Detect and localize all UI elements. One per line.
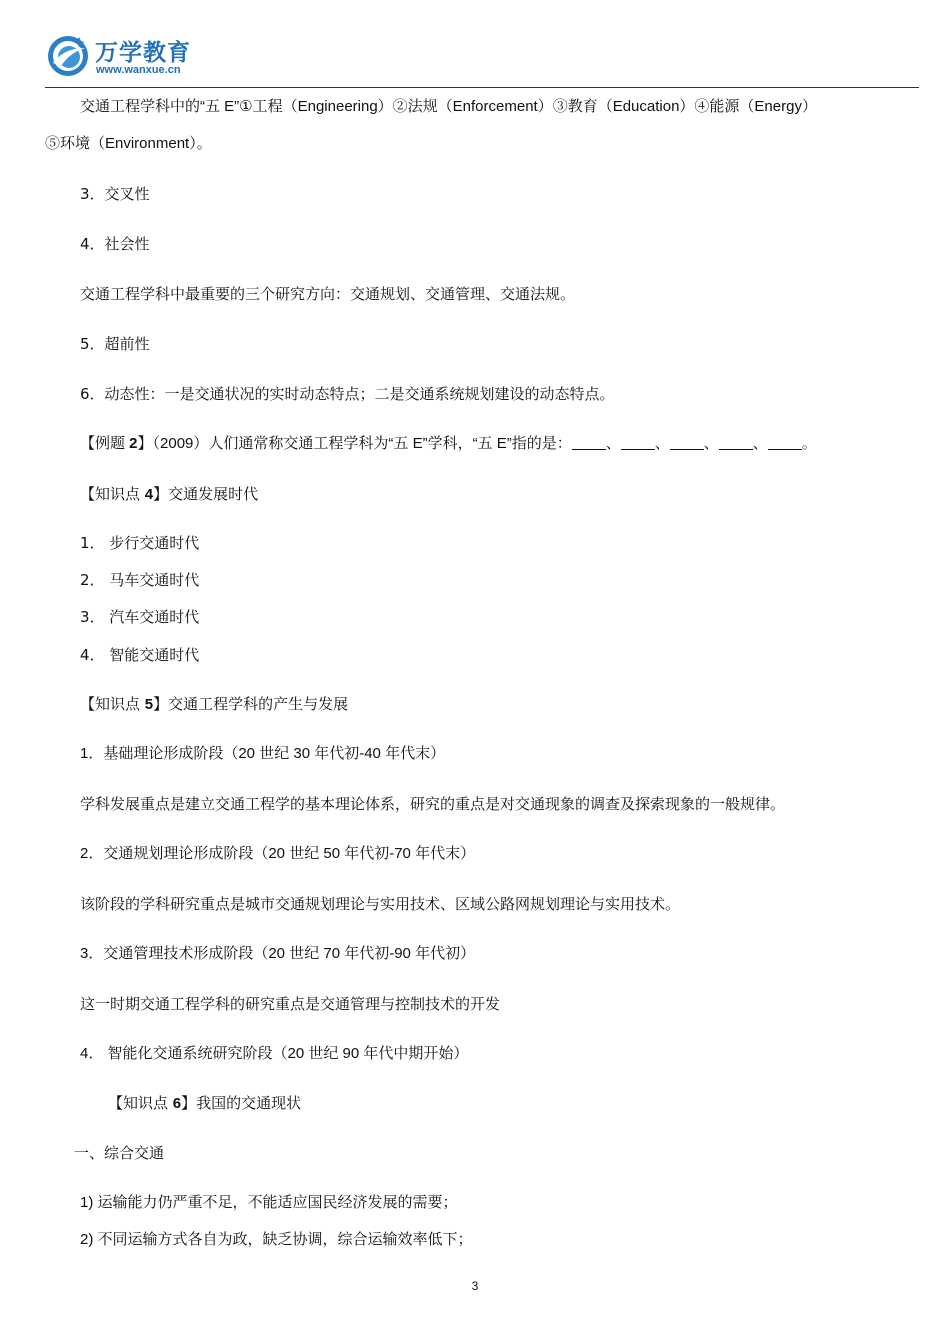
item-social: 4．社会性 <box>80 235 150 253</box>
page-header <box>45 28 917 88</box>
kp-title: 交通工程学科的产生与发展 <box>168 695 349 713</box>
example-text: （2009）人们通常称交通工程学科为“五 E”学科，“五 E”指的是： <box>152 435 572 452</box>
five-e-paragraph-line2: ⑤环境（Environment）。 <box>45 135 212 152</box>
kp-number: 4 <box>144 486 154 503</box>
kp-open: 【知识点 <box>108 1094 173 1112</box>
kp-close: 】 <box>181 1094 197 1112</box>
example-close: 】 <box>137 435 153 452</box>
kp-title: 我国的交通现状 <box>196 1094 302 1112</box>
answer-blank[interactable] <box>621 435 655 450</box>
logo-title: 万学教育 <box>95 40 191 66</box>
stage-2-description: 该阶段的学科研究重点是城市交通规划理论与实用技术、区域公路网规划理论与实用技术。 <box>80 895 681 913</box>
kp-number: 6 <box>172 1095 182 1112</box>
stage-2: 2．交通规划理论形成阶段（20 世纪 50 年代初-70 年代末） <box>80 845 476 862</box>
answer-blank[interactable] <box>719 435 753 450</box>
five-e-paragraph-line1: 交通工程学科中的“五 E”①工程（Engineering）②法规（Enforcement）③教育（Education）④能源（Energy） <box>80 98 817 115</box>
answer-blank[interactable] <box>572 435 606 450</box>
stage-1: 1．基础理论形成阶段（20 世纪 30 年代初-40 年代末） <box>80 745 446 762</box>
item-dynamic: 6．动态性：一是交通状况的实时动态特点；二是交通系统规划建设的动态特点。 <box>80 385 615 403</box>
example-number: 2 <box>129 435 138 452</box>
separator: 、 <box>605 435 621 452</box>
era-carriage: 2． 马车交通时代 <box>80 571 200 589</box>
stage-4: 4． 智能化交通系统研究阶段（20 世纪 90 年代中期开始） <box>80 1045 469 1062</box>
kp-title: 交通发展时代 <box>168 485 259 503</box>
kp-open: 【知识点 <box>80 695 145 713</box>
separator: 、 <box>703 435 719 452</box>
item-crossover: 3．交叉性 <box>80 185 150 203</box>
example-end: 。 <box>801 435 817 452</box>
wanxue-logo-icon <box>45 32 91 78</box>
issue-item-1: 1) 运输能力仍严重不足，不能适应国民经济发展的需要； <box>80 1194 458 1211</box>
item-forward-looking: 5．超前性 <box>80 335 150 353</box>
era-automobile: 3． 汽车交通时代 <box>80 608 200 626</box>
issue-item-2: 2) 不同运输方式各自为政，缺乏协调，综合运输效率低下； <box>80 1231 473 1248</box>
knowledge-point-4-heading <box>80 484 258 505</box>
kp-open: 【知识点 <box>80 485 145 503</box>
research-directions-paragraph: 交通工程学科中最重要的三个研究方向：交通规划、交通管理、交通法规。 <box>80 285 576 303</box>
era-intelligent: 4． 智能交通时代 <box>80 646 200 664</box>
stage-3: 3．交通管理技术形成阶段（20 世纪 70 年代初-90 年代初） <box>80 945 476 962</box>
logo-url: www.wanxue.cn <box>96 64 181 76</box>
answer-blank[interactable] <box>670 435 704 450</box>
separator: 、 <box>654 435 670 452</box>
stage-1-description: 学科发展重点是建立交通工程学的基本理论体系，研究的重点是对交通现象的调查及探索现象的一般规律。 <box>80 795 786 813</box>
section-comprehensive-transport: 一、综合交通 <box>74 1144 165 1162</box>
stage-3-description: 这一时期交通工程学科的研究重点是交通管理与控制技术的开发 <box>80 995 501 1013</box>
example-open: 【例题 <box>80 435 130 452</box>
knowledge-point-6-heading <box>108 1093 301 1114</box>
answer-blank[interactable] <box>768 435 802 450</box>
era-walking: 1． 步行交通时代 <box>80 534 200 552</box>
kp-close: 】 <box>153 485 169 503</box>
separator: 、 <box>752 435 768 452</box>
knowledge-point-5-heading <box>80 694 348 715</box>
header-divider <box>45 87 919 88</box>
kp-close: 】 <box>153 695 169 713</box>
page-number: 3 <box>471 1279 479 1293</box>
kp-number: 5 <box>144 696 154 713</box>
example-question <box>80 434 817 454</box>
